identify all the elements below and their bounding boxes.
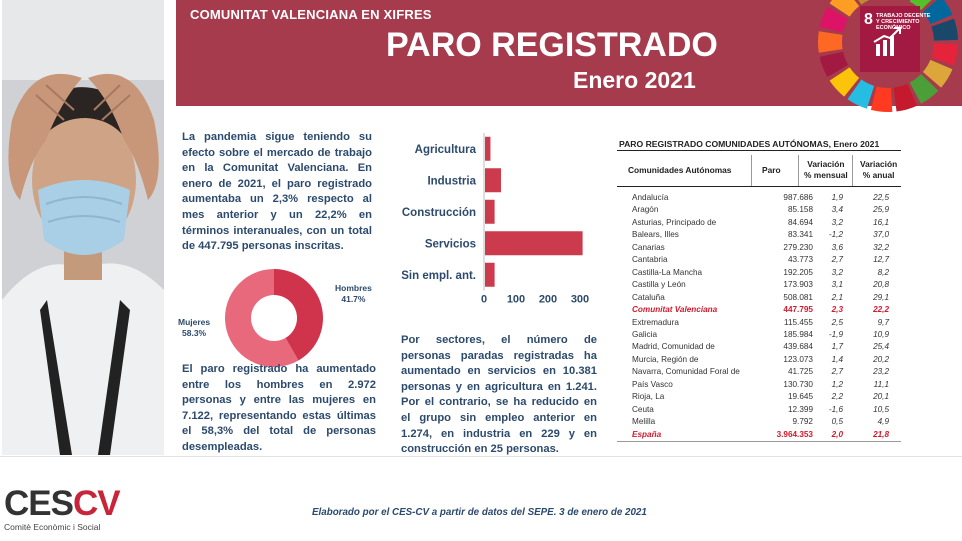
cell-paro: 3.964.353 [776, 429, 813, 439]
table-row [617, 355, 901, 368]
table-row [617, 417, 901, 430]
cell-paro: 83.341 [787, 230, 813, 240]
cell-paro: 12.399 [787, 404, 813, 414]
cell-var-mensual: 1,9 [831, 193, 843, 202]
cell-var-anual: 4,9 [877, 417, 889, 427]
cell-var-anual: 8,2 [877, 267, 889, 277]
cell-var-anual: 20,1 [873, 392, 889, 402]
x-tick-label: 0 [480, 293, 488, 306]
sdg-wheel-icon [814, 0, 962, 106]
cell-var-anual: 29,1 [873, 292, 889, 302]
cell-paro: 185.984 [783, 329, 813, 339]
bar-category-label: Sin empl. ant. [401, 269, 476, 282]
bar-category-label: Agricultura [414, 143, 476, 156]
cell-var-mensual: 1,7 [831, 342, 843, 352]
table-row [617, 405, 901, 418]
cell-var-mensual: 1,2 [831, 379, 843, 389]
cell-var-mensual: 2,5 [831, 317, 843, 327]
cell-region: Melilla [632, 417, 656, 427]
cell-paro: 123.073 [783, 354, 813, 364]
cell-var-mensual: -1,2 [828, 230, 843, 240]
table-row [617, 342, 901, 355]
sector-paragraph: Por sectores, el número de personas paradas registradas ha aumentado en servicios en 10.381 personas y en agricultura en 1.241. Por el contrario, se ha reducido en el grupo sin empleo anterior en 1.274, en industria en 229 y en construcción en 25 personas. [401, 334, 597, 456]
table-title: PARO REGISTRADO COMUNIDADES AUTÓNOMAS, Enero 2021 [619, 139, 880, 149]
cell-paro: 130.730 [783, 379, 813, 389]
header-divider [852, 155, 853, 186]
cell-region: Cantabria [632, 255, 668, 265]
cell-region: España [632, 429, 662, 439]
cell-region: Rioja, La [632, 392, 665, 402]
cell-var-mensual: 2,2 [831, 392, 843, 402]
bar-sin-empl-ant- [485, 263, 495, 287]
cell-paro: 9.792 [792, 417, 813, 427]
cell-var-mensual: 2,0 [831, 429, 843, 439]
cell-region: Aragón [632, 205, 659, 215]
table-row [617, 392, 901, 405]
cell-var-anual: 22,5 [873, 193, 889, 202]
cell-var-mensual: 3,1 [831, 280, 843, 290]
cell-var-anual: 20,8 [873, 280, 889, 290]
logo-subtitle: Comitè Econòmic i Social [4, 522, 101, 532]
cell-region: Navarra, Comunidad Foral de [632, 367, 740, 377]
sdg-goal-8-badge [814, 0, 962, 106]
bar-servicios [485, 231, 583, 255]
cell-var-anual: 32,2 [873, 242, 889, 252]
donut-label-mujeres: Mujeres 58.3% [178, 317, 211, 338]
cell-paro: 508.081 [783, 292, 813, 302]
cell-paro: 439.684 [783, 342, 813, 352]
cell-var-anual: 20,2 [873, 354, 889, 364]
svg-text:TRABAJO DECENTE Y CREC: TRABAJO DECENTE Y CRECIMIENTO ECONÓMICO [876, 13, 931, 31]
cell-region: Galicia [632, 329, 658, 339]
cell-region: Castilla y León [632, 280, 686, 290]
cell-paro: 41.725 [787, 367, 813, 377]
gender-donut-chart [224, 268, 324, 368]
table-row [617, 293, 901, 306]
table-row [617, 280, 901, 293]
cell-var-anual: 10,9 [873, 329, 889, 339]
cell-region: Cataluña [632, 292, 665, 302]
cell-var-anual: 21,8 [873, 429, 889, 439]
cell-var-mensual: 1,4 [831, 354, 843, 364]
cell-paro: 279.230 [783, 242, 813, 252]
bar-industria [485, 168, 501, 192]
page-date: Enero 2021 [573, 67, 696, 93]
cell-region: Ceuta [632, 404, 654, 414]
cell-paro: 192.205 [783, 267, 813, 277]
cell-var-anual: 12,7 [873, 255, 889, 265]
cell-paro: 447.795 [783, 305, 813, 315]
source-note: Elaborado por el CES-CV a partir de datos del SEPE. 3 de enero de 2021 [312, 507, 647, 518]
donut-label-hombres: Hombres 41.7% [335, 283, 372, 304]
cell-var-mensual: -1,9 [828, 329, 843, 339]
ces-cv-logo: CESCV [4, 484, 120, 523]
cell-var-mensual: 2,7 [831, 255, 843, 265]
header-divider [798, 155, 799, 186]
cell-paro: 43.773 [787, 255, 813, 265]
cell-paro: 987.686 [783, 193, 813, 202]
footer-divider [0, 456, 962, 457]
table-row [617, 367, 901, 380]
table-row [617, 268, 901, 281]
stressed-person-photo [2, 0, 164, 455]
col-header-var-anual: Variación % anual [860, 159, 898, 180]
table-row [617, 230, 901, 243]
cell-var-anual: 22,2 [873, 305, 889, 315]
bar-construcci-n [485, 200, 495, 224]
cell-region: Asturias, Principado de [632, 217, 717, 227]
table-row [617, 330, 901, 343]
sdg-wheel-segment [818, 31, 843, 53]
cell-region: Andalucía [632, 193, 669, 202]
bar-agricultura [485, 137, 490, 161]
sdg-number: 8 [864, 11, 873, 28]
col-header-comunidades: Comunidades Autónomas [628, 165, 732, 175]
bar-category-label: Construcción [401, 206, 476, 219]
cell-var-mensual: 3,2 [831, 267, 843, 277]
col-header-var-mensual: Variación % mensual [804, 159, 848, 180]
bar-category-label: Servicios [424, 238, 476, 251]
table-row [617, 243, 901, 256]
table-header-rule [617, 186, 901, 187]
sdg-wheel-segment [871, 87, 892, 112]
cell-var-mensual: 0,5 [831, 417, 843, 427]
cell-var-mensual: -1,6 [828, 404, 843, 414]
table-row [617, 305, 901, 318]
x-tick-label: 300 [570, 293, 590, 306]
cell-region: Canarias [632, 242, 665, 252]
page-title: PARO REGISTRADO [386, 26, 718, 64]
cell-region: Castilla-La Mancha [632, 267, 703, 277]
intro-paragraph: La pandemia sigue teniendo su efecto sobre el mercado de trabajo en la Comunitat Valenciana. En enero de 2021, el paro registrado aumentaba un 2,3% respecto al mes anterior y un 22,2% en términos interanuales, con un total de 447.795 personas inscritas. [182, 131, 372, 253]
table-top-rule [617, 150, 901, 151]
cell-var-anual: 9,7 [877, 317, 889, 327]
header-divider [751, 155, 752, 186]
cell-var-anual: 10,5 [873, 404, 889, 414]
table-row [617, 255, 901, 268]
cell-var-mensual: 3,2 [831, 217, 843, 227]
bar-category-label: Industria [427, 175, 476, 188]
cell-paro: 84.694 [787, 217, 813, 227]
cell-var-mensual: 3,4 [831, 205, 843, 215]
cell-var-anual: 16,1 [873, 217, 889, 227]
cell-region: Comunitat Valenciana [632, 305, 718, 315]
cell-var-mensual: 2,3 [831, 305, 843, 315]
header-subtitle: COMUNITAT VALENCIANA EN XIFRES [190, 7, 432, 22]
cell-paro: 85.158 [787, 205, 813, 215]
table-row [617, 318, 901, 331]
cell-var-mensual: 2,7 [831, 367, 843, 377]
table-row [617, 193, 901, 206]
cell-var-anual: 23,2 [873, 367, 889, 377]
cell-region: Murcia, Región de [632, 354, 699, 364]
table-row [617, 205, 901, 218]
cell-region: Madrid, Comunidad de [632, 342, 715, 352]
col-header-paro: Paro [762, 165, 781, 175]
cell-var-anual: 11,1 [873, 379, 889, 389]
sector-bar-chart [395, 128, 605, 306]
cell-region: Balears, Illes [632, 230, 679, 240]
cell-var-mensual: 3,6 [831, 242, 843, 252]
cell-var-anual: 25,4 [873, 342, 889, 352]
table-row [617, 218, 901, 231]
cell-paro: 173.903 [783, 280, 813, 290]
cell-var-anual: 37,0 [873, 230, 889, 240]
cell-var-mensual: 2,1 [831, 292, 843, 302]
x-tick-label: 200 [538, 293, 558, 306]
cell-region: País Vasco [632, 379, 673, 389]
gender-paragraph: El paro registrado ha aumentado entre los hombres en 2.972 personas y entre las mujeres en 7.122, representando estas últimas el 58,3% del total de personas desempleadas. [182, 363, 376, 453]
x-tick-label: 100 [506, 293, 526, 306]
cell-paro: 19.645 [787, 392, 813, 402]
cell-region: Extremadura [632, 317, 679, 327]
table-bottom-rule [617, 441, 901, 442]
cell-var-anual: 25,9 [873, 205, 889, 215]
table-row [617, 380, 901, 393]
cell-paro: 115.455 [784, 317, 813, 327]
